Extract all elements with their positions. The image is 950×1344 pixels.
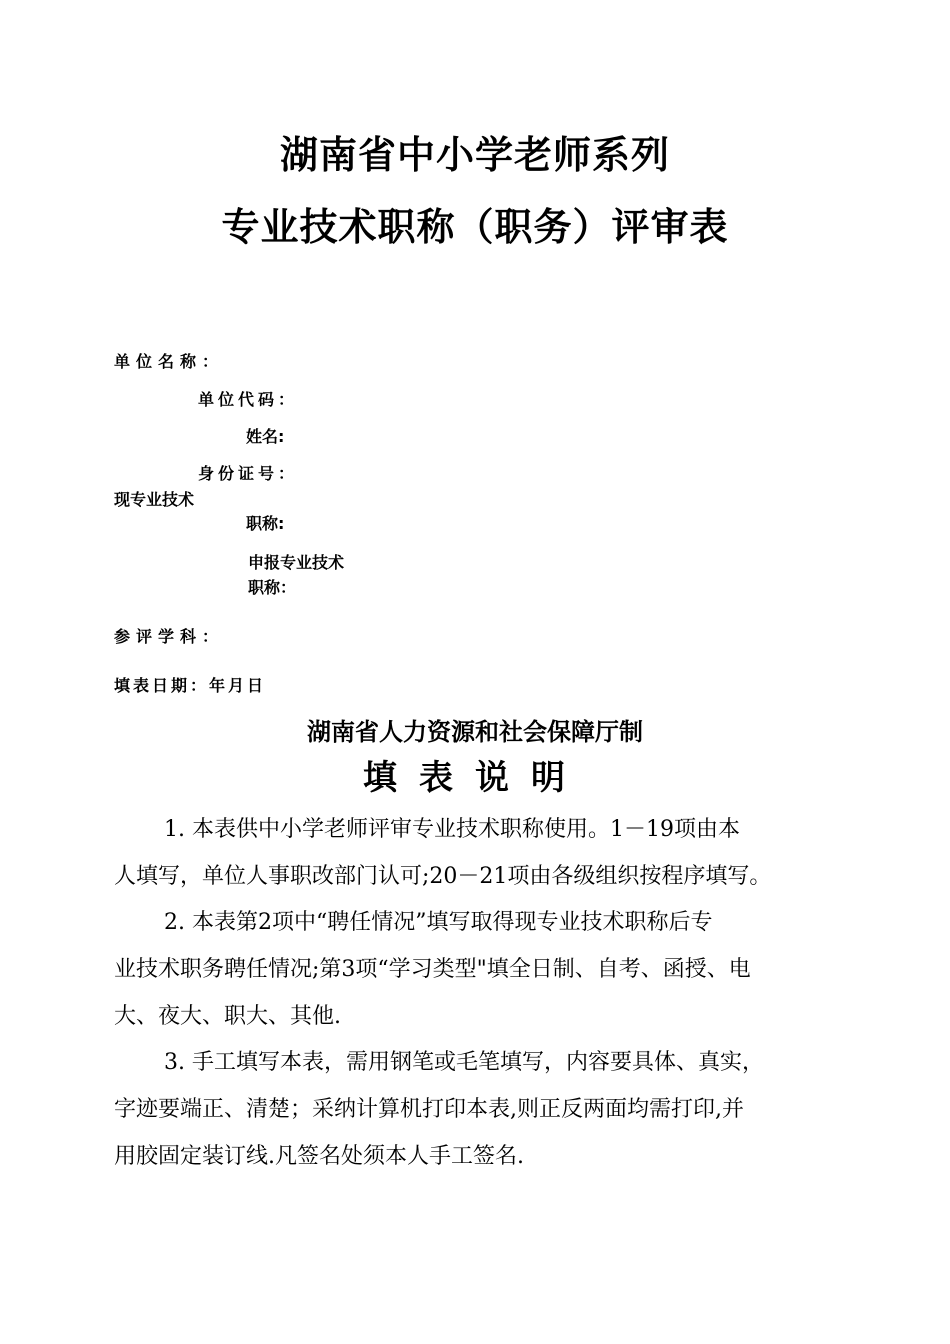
instruction-line: 字迹要端正、清楚；采纳计算机打印本表,则正反两面均需打印,并 bbox=[114, 1097, 744, 1122]
field-fill-date: 填表日期：年月日 bbox=[114, 676, 267, 695]
field-subject: 参评学科： bbox=[114, 627, 225, 646]
field-unit-name: 单位名称： bbox=[114, 352, 225, 371]
field-apply-title-a: 申报专业技术 bbox=[248, 553, 345, 572]
instructions-heading: 填表说明 bbox=[363, 758, 587, 798]
instruction-line: 人填写，单位人事职改部门认可;20－21项由各级组织按程序填写。 bbox=[114, 864, 772, 889]
field-current-title-b: 职称: bbox=[246, 514, 285, 533]
instruction-line: 2. 本表第2项中“聘任情况”填写取得现专业技术职称后专 bbox=[164, 910, 713, 935]
instruction-line: 用胶固定装订线.凡签名处须本人手工签名. bbox=[114, 1144, 524, 1169]
document-title-line1: 湖南省中小学老师系列 bbox=[279, 132, 670, 177]
issuer-line: 湖南省人力资源和社会保障厅制 bbox=[307, 718, 643, 746]
instruction-item-1 bbox=[114, 806, 849, 900]
document-title-line2: 专业技术职称（职务）评审表 bbox=[221, 204, 729, 249]
instruction-line: 大、夜大、职大、其他. bbox=[114, 1004, 341, 1029]
instruction-item-2 bbox=[114, 899, 849, 1040]
field-current-title-a: 现专业技术 bbox=[114, 490, 195, 509]
instruction-line: 业技术职务聘任情况;第3项“学习类型"填全日制、自考、函授、电 bbox=[114, 957, 751, 982]
field-id-number: 身份证号： bbox=[198, 464, 299, 483]
field-apply-title-b: 职称： bbox=[248, 578, 297, 597]
instruction-line: 3. 手工填写本表，需用钢笔或毛笔填写，内容要具体、真实， bbox=[164, 1050, 764, 1075]
instruction-item-3 bbox=[114, 1039, 849, 1180]
field-name: 姓名: bbox=[246, 427, 285, 446]
instruction-line: 1. 本表供中小学老师评审专业技术职称使用。1－19项由本 bbox=[164, 817, 740, 842]
field-unit-code: 单位代码： bbox=[198, 390, 299, 409]
